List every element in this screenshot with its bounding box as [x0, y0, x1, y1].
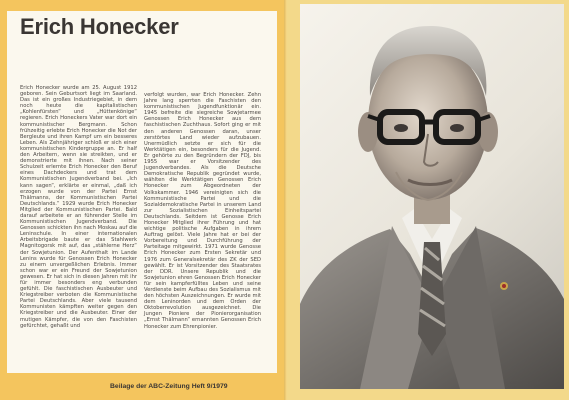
- photo-credit-line-1: DASAAR ZIPPASH: [510, 381, 542, 385]
- body-column-2: verfolgt wurden, war Erich Honecker. Zehn Jahre lang sperrten die Faschisten den kommunistischen Jugendfunktionär ein. 1945 befreite die siegreiche Sowjetarmee Genossen Erich Honecker aus dem faschistischen Zuchthaus. Sofort ging er mit den anderen Genossen daran, unser zerstörtes Land wieder aufzubauen. Unermüdlich setzte er sich für die Werktätigen ein, besonders für die Jugend. Er gehörte zu den Begründern der FDJ, bis 1955 war er Vorsitzender des Jugendverbandes. Als die Deutsche Demokratische Republik gegründet wurde, wählten die Werktätigen Genossen Erich Honecker zum Abgeordneten der Volkskammer. 1946 vereinigten sich die Kommunistische Partei und die Sozialdemokratische Partei in unserem Land zur Sozialistischen Einheitspartei Deutschlands. Seitdem ist Genosse Erich Honecker Mitglied ihrer Führung und hat wichtige politische Aufgaben in ihrem Auftrag gelöst. Viele Jahre hat er bei der Vorbereitung und Durchführung der Parteitage mitgewirkt. 1971 wurde Genosse Erich Honecker zum Ersten Sekretär und 1976 zum Generalsekretär des ZK der SED gewählt. Er ist Vorsitzender des Staatsrates der DDR. Unsere Republik und die Sowjetunion ehren Genossen Erich Honecker für sein kampferfülltes Leben und seine Verdienste beim Aufbau des Sozialismus mit den höchsten Auszeichnungen. Er wurde mit dem Leninorden und dem Orden der Oktoberrevolution ausgezeichnet. Die Jungen Pioniere der Pionierorganisation „Ernst Thälmann“ ernannten Genossen Erich Honecker zum Ehrenpionier.: [144, 92, 261, 330]
- photo-credit-line-2: Foto: ADN-ZB: [510, 385, 535, 389]
- supplement-caption: Beilage der ABC-Zeitung Heft 9/1979: [110, 383, 228, 390]
- body-column-1: Erich Honecker wurde am 25. August 1912 geboren. Sein Geburtsort liegt im Saarland. Das ist ein großes Industriegebiet, in dem noch heute die kapitalistischen „Kohlenfürsten“ und „Hüttenkönige“ regieren. Erich Honeckers Vater war dort ein kommunistischer Bergmann. Schon frühzeitig erlebte Erich Honecker die Not der Bergleute und ihren Kampf um ein besseres Leben. Als Zehnjähriger schloß er sich einer kommunistischen Kindergruppe an. Er half den Arbeitern, wenn sie streikten, und er demonstrierte mit ihnen. Nach seiner Schulzeit erlernte Erich Honecker den Beruf eines Dachdeckers und trat dem Kommunistischen Jugendverband bei. „Ich kann sagen“, erklärte er einmal, „daß ich erzogen wurde von der Partei Ernst Thälmanns, der Kommunistischen Partei Deutschlands.“ 1929 wurde Erich Honecker Mitglied der Kommunistischen Partei. Bald darauf arbeitete er an führender Stelle im Kommunistischen Jugendverband. Die Genossen schickten ihn nach Moskau auf die Leninschule. In einer internationalen Arbeitsbrigade baute er das Stahlwerk Magnitogorsk mit auf, das „stählerne Herz“ der Sowjetunion. Der Aufenthalt im Lande Lenins wurde für Genossen Erich Honecker zu einem unvergeßlichen Erlebnis. Immer schon war er ein Freund der Sowjetunion gewesen. Er hat sich in diesen Jahren mit ihr für immer besonders eng verbunden gefühlt. Die faschistischen Ausbeuter und Kriegstreiber verboten die Kommunistische Partei Deutschlands. Aber viele tausend Kommunisten kämpften weiter gegen den Kriegstreiber und die Ausbeuter. Einer der mutigen Kämpfer, die von den Faschisten gefürchtet, gehaßt und: [20, 85, 137, 329]
- page-title: Erich Honecker: [20, 14, 179, 39]
- portrait-photo: [300, 4, 564, 389]
- photo-credit: [510, 381, 541, 389]
